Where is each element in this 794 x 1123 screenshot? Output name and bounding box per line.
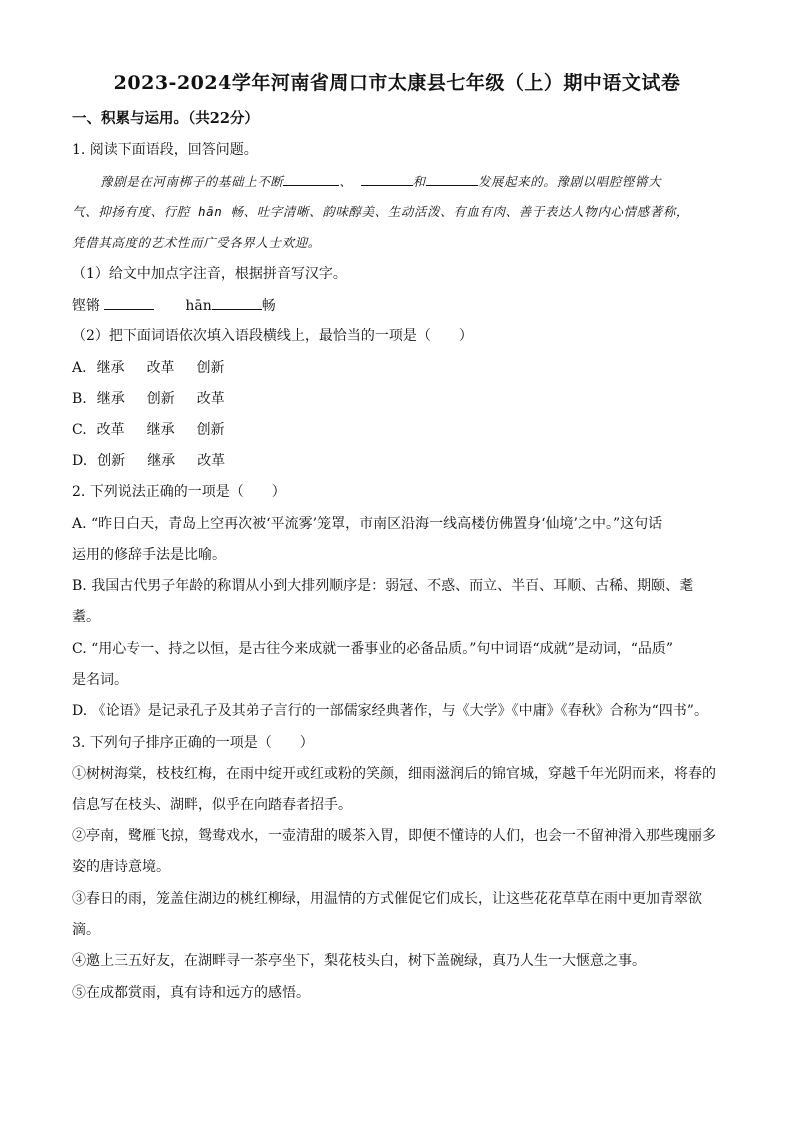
pinyin-label: hān <box>185 298 212 314</box>
option-letter: B. <box>72 391 87 407</box>
option-word: 改革 <box>197 453 226 469</box>
q1-option-d[interactable] <box>72 451 732 471</box>
q1-option-a[interactable] <box>72 358 732 378</box>
passage-text: 豫剧是在河南梆子的基础上不断 <box>100 174 284 189</box>
fill-blank[interactable] <box>361 171 413 186</box>
passage-text: 发展起来的。豫剧以唱腔铿锵大 <box>477 174 662 189</box>
q3-sentence-2-line-2: 姿的唐诗意境。 <box>72 859 170 875</box>
answer-blank[interactable] <box>104 295 154 310</box>
q1-option-b[interactable] <box>72 389 732 409</box>
q3-sentence-1-line-2: 信息写在枝头、湖畔，似乎在向踏春者招手。 <box>72 797 352 813</box>
option-word: 继承 <box>147 453 176 469</box>
option-word: 创新 <box>146 391 175 407</box>
q2-option-d[interactable]: D. 《论语》是记录孔子及其弟子言行的一部儒家经典著作，与《大学》《中庸》《春秋》合称为“四书”。 <box>72 703 708 719</box>
option-word: 继承 <box>146 422 175 438</box>
q1-sub1-answer-line <box>72 295 732 316</box>
q3-sentence-2-line-1: ②亭南，鹭雁飞掠，鸳鸯戏水，一壶清甜的暖茶入胃，即便不懂诗的人们，也会一不留神滑入那些瑰丽多 <box>72 828 716 844</box>
option-word: 改革 <box>96 422 125 438</box>
option-letter: A. <box>72 360 87 376</box>
q3-sentence-4: ④邀上三五好友，在湖畔寻一茶亭坐下，梨花枝头白，树下盖碗绿，真乃人生一大惬意之事。 <box>72 953 646 969</box>
q3-sentence-3-line-2: 滴。 <box>72 922 100 938</box>
passage-text: 和 <box>412 174 426 189</box>
option-letter: D. <box>72 453 88 469</box>
fill-blank[interactable] <box>283 171 339 186</box>
option-word: 创新 <box>97 453 126 469</box>
exam-title: 2023-2024学年河南省周口市太康县七年级（上）期中语文试卷 <box>113 72 681 94</box>
q1-passage-line-2: 气、抑扬有度、行腔 hān 畅、吐字清晰、韵味醇美、生动活泼、有血有肉、善于表达人物内心情感著称， <box>72 204 690 219</box>
answer-blank[interactable] <box>212 295 262 310</box>
q2-option-b-line-1[interactable]: B. 我国古代男子年龄的称谓从小到大排列顺序是：弱冠、不惑、而立、半百、耳顺、古稀、期颐、耄 <box>72 578 694 594</box>
option-word: 创新 <box>196 422 225 438</box>
q1-passage-line-1 <box>100 171 732 192</box>
q1-sub1-stem: （1）给文中加点字注音，根据拼音写汉字。 <box>72 266 347 282</box>
option-word: 继承 <box>96 360 125 376</box>
section-heading: 一、积累与运用。（共22分） <box>72 110 259 127</box>
q2-option-a-line-2: 运用的修辞手法是比喻。 <box>72 547 226 563</box>
q1-option-c[interactable] <box>72 420 732 440</box>
q2-option-c-line-1[interactable]: C. “用心专一、持之以恒，是古往今来成就一番事业的必备品质。”句中词语“成就”是动词，“品质” <box>72 641 674 657</box>
q3-sentence-5: ⑤在成都赏雨，真有诗和远方的感悟。 <box>72 985 310 1001</box>
q1-sub2-stem: （2）把下面词语依次填入语段横线上，最恰当的一项是（ ） <box>72 328 473 344</box>
q2-stem: 2. 下列说法正确的一项是（ ） <box>72 484 286 500</box>
option-word: 改革 <box>196 391 225 407</box>
option-word: 继承 <box>96 391 125 407</box>
q2-option-a-line-1[interactable]: A. “昨日白天，青岛上空再次被‘平流雾’笼罩，市南区沿海一线高楼仿佛置身‘仙境’之中。”这句话 <box>72 516 663 532</box>
q2-option-c-line-2: 是名词。 <box>72 672 128 688</box>
passage-text: 、 <box>339 174 353 189</box>
option-letter: C. <box>72 422 87 438</box>
fill-blank[interactable] <box>426 171 478 186</box>
q2-option-b-line-2: 耋。 <box>72 609 100 625</box>
pinyin-word: 铿锵 <box>72 298 100 314</box>
q3-sentence-3-line-1: ③春日的雨，笼盖住湖边的桃红柳绿，用温情的方式催促它们成长，让这些花花草草在雨中更加青翠欲 <box>72 891 702 907</box>
q3-sentence-1-line-1: ①树树海棠，枝枝红梅，在雨中绽开或红或粉的笑颜，细雨滋润后的锦官城，穿越千年光阴而来，将春的 <box>72 766 716 782</box>
hanzi-word: 畅 <box>261 298 276 314</box>
option-word: 创新 <box>196 360 225 376</box>
q1-stem: 1. 阅读下面语段，回答问题。 <box>72 142 258 158</box>
q3-stem: 3. 下列句子排序正确的一项是（ ） <box>72 735 314 751</box>
option-word: 改革 <box>146 360 175 376</box>
q1-passage-line-3: 凭借其高度的艺术性而广受各界人士欢迎。 <box>72 235 321 250</box>
